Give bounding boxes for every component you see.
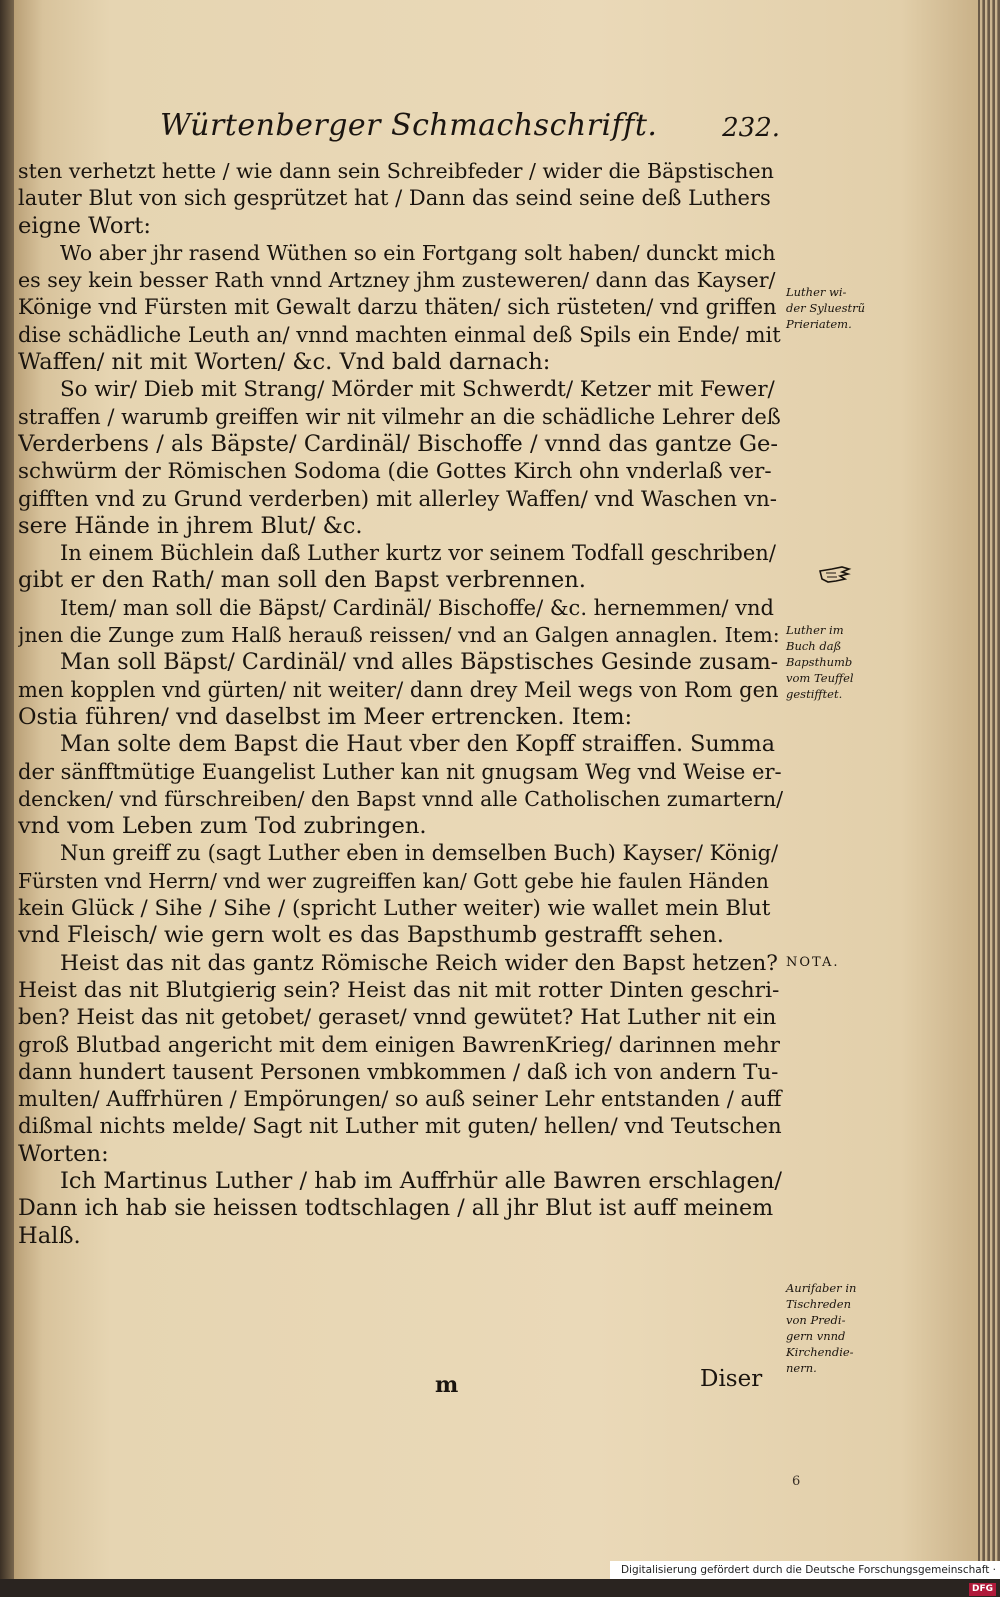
text-line: Fürsten vnd Herrn/ vnd wer zugreiffen kan/ Gott gebe hie faulen Händen — [18, 868, 769, 893]
margin-note-line: Bapsthumb — [786, 655, 853, 669]
text-line: men kopplen vnd gürten/ nit weiter/ dann drey Meil wegs von Rom gen — [18, 677, 779, 702]
margin-note-line: Buch daß — [786, 639, 842, 653]
text-line: sten verhetzt hette / wie dann sein Schreibfeder / wider die Bäpstischen — [18, 159, 774, 183]
margin-note-line: Tischreden — [786, 1297, 851, 1311]
margin-note-luther-book — [786, 622, 878, 702]
text-line: sere Hände in jhrem Blut/ &c. — [18, 512, 363, 539]
margin-note-line: der Syluestrũ — [786, 301, 866, 315]
margin-note-line: Luther wi- — [786, 285, 847, 299]
margin-note-line: Prieriatem. — [786, 317, 852, 331]
digitization-footer — [610, 1561, 1000, 1594]
text-line: Nun greiff zu (sagt Luther eben in demselben Buch) Kayser/ König/ — [60, 841, 779, 866]
text-line: lauter Blut von sich gesprützet hat / Dann das seind seine deß Luthers — [18, 186, 771, 211]
margin-note-line: Luther im — [786, 623, 844, 637]
dfg-logo: DFG — [969, 1583, 996, 1596]
running-title: Würtenberger Schmachschrifft. — [160, 108, 658, 143]
bottom-mark: 6 — [792, 1474, 801, 1489]
text-line: gibt er den Rath/ man soll den Bapst verbrennen. — [18, 567, 586, 594]
margin-note-nota — [786, 955, 878, 971]
text-line: Ostia führen/ vnd daselbst im Meer ertrencken. Item: — [18, 703, 633, 730]
text-line: multen/ Auffrhüren / Empörungen/ so auß seiner Lehr entstanden / auff — [18, 1087, 782, 1112]
text-line: jnen die Zunge zum Halß herauß reissen/ vnd an Galgen annaglen. Item: — [18, 623, 780, 648]
text-line: eigne Wort: — [18, 212, 151, 239]
text-line: Man solte dem Bapst die Haut vber den Kopff straiffen. Summa — [60, 731, 775, 758]
text-line: straffen / warumb greiffen wir nit vilmehr an die schädliche Lehrer deß — [18, 404, 781, 429]
text-line: groß Blutbad angericht mit dem einigen BawrenKrieg/ darinnen mehr — [18, 1032, 780, 1058]
text-line: Könige vnd Fürsten mit Gewalt darzu thäten/ sich rüsteten/ vnd griffen — [18, 295, 777, 320]
margin-note-line: NOTA. — [786, 955, 840, 970]
text-line: Item/ man soll die Bäpst/ Cardinäl/ Bischoffe/ &c. hernemmen/ vnd — [60, 595, 774, 620]
text-line: dißmal nichts melde/ Sagt nit Luther mit guten/ hellen/ vnd Teutschen — [18, 1114, 782, 1140]
text-line: der sänfftmütige Euangelist Luther kan nit gnugsam Weg vnd Weise er- — [18, 759, 782, 784]
text-line: schwürm der Römischen Sodoma (die Gottes Kirch ohn vnderlaß ver- — [18, 459, 772, 485]
text-line: In einem Büchlein daß Luther kurtz vor seinem Todfall geschriben/ — [60, 541, 776, 566]
text-line: dann hundert tausent Personen vmbkommen / daß ich von andern Tu- — [18, 1059, 779, 1085]
text-line: vnd vom Leben zum Tod zubringen. — [18, 813, 427, 840]
margin-note-line: gestifftet. — [786, 687, 843, 701]
text-line: Ich Martinus Luther / hab im Auffrhür alle Bawren erschlagen/ — [60, 1167, 782, 1194]
text-line: kein Glück / Sihe / Sihe / (spricht Luther weiter) wie wallet mein Blut — [18, 896, 771, 922]
margin-note-line: gern vnnd — [786, 1329, 846, 1343]
running-head — [160, 108, 780, 143]
text-line: dise schädliche Leuth an/ vnnd machten einmal deß Spils ein Ende/ mit — [18, 322, 781, 347]
margin-note-line: Aurifaber in — [786, 1281, 857, 1295]
text-line: Halß. — [18, 1222, 81, 1249]
margin-note-line: vom Teuffel — [786, 671, 854, 685]
catchword: Diser — [700, 1366, 763, 1392]
text-line: Wo aber jhr rasend Wüthen so ein Fortgang solt haben/ dunckt mich — [60, 240, 776, 265]
text-line: dencken/ vnd fürschreiben/ den Bapst vnnd alle Catholischen zumartern/ — [18, 786, 783, 811]
text-line: Heist das nit Blutgierig sein? Heist das nit mit rotter Dinten geschri- — [18, 977, 780, 1003]
text-line: So wir/ Dieb mit Strang/ Mörder mit Schwerdt/ Ketzer mit Fewer/ — [60, 377, 775, 403]
text-line: Heist das nit das gantz Römische Reich wider den Bapst hetzen? — [60, 950, 778, 976]
text-line: Man soll Bäpst/ Cardinäl/ vnd alles Bäpstisches Gesinde zusam- — [60, 649, 779, 676]
page-edges — [978, 0, 1000, 1579]
text-line: vnd Fleisch/ wie gern wolt es das Bapsthumb gestrafft sehen. — [18, 922, 724, 949]
margin-note-line: nern. — [786, 1361, 817, 1375]
text-line: Waffen/ nit mit Worten/ &c. Vnd bald darnach: — [18, 349, 551, 376]
body-text — [18, 158, 783, 1250]
text-line: Dann ich hab sie heissen todtschlagen / all jhr Blut ist auff meinem — [18, 1195, 774, 1222]
margin-note-line: Kirchendie- — [786, 1345, 854, 1359]
text-line: Verderbens / als Bäpste/ Cardinäl/ Bischoffe / vnnd das gantze Ge- — [18, 430, 779, 457]
pointing-hand-icon — [818, 563, 852, 587]
margin-note-line: von Predi- — [786, 1313, 846, 1327]
margin-note-aurifaber — [786, 1280, 878, 1376]
text-line: ben? Heist das nit getobet/ geraset/ vnnd gewütet? Hat Luther nit ein — [18, 1005, 777, 1031]
footer-text: Digitalisierung gefördert durch die Deutsche Forschungsgemeinschaft · — [620, 1564, 996, 1576]
page-number: 232. — [722, 113, 780, 143]
text-line: gifften vnd zu Grund verderben) mit allerley Waffen/ vnd Waschen vn- — [18, 486, 777, 512]
text-line: Worten: — [18, 1140, 109, 1167]
text-line: es sey kein besser Rath vnnd Artzney jhm zusteweren/ dann das Kayser/ — [18, 268, 776, 293]
margin-note-luther-prierias — [786, 284, 878, 332]
signature-mark: m — [435, 1372, 459, 1398]
